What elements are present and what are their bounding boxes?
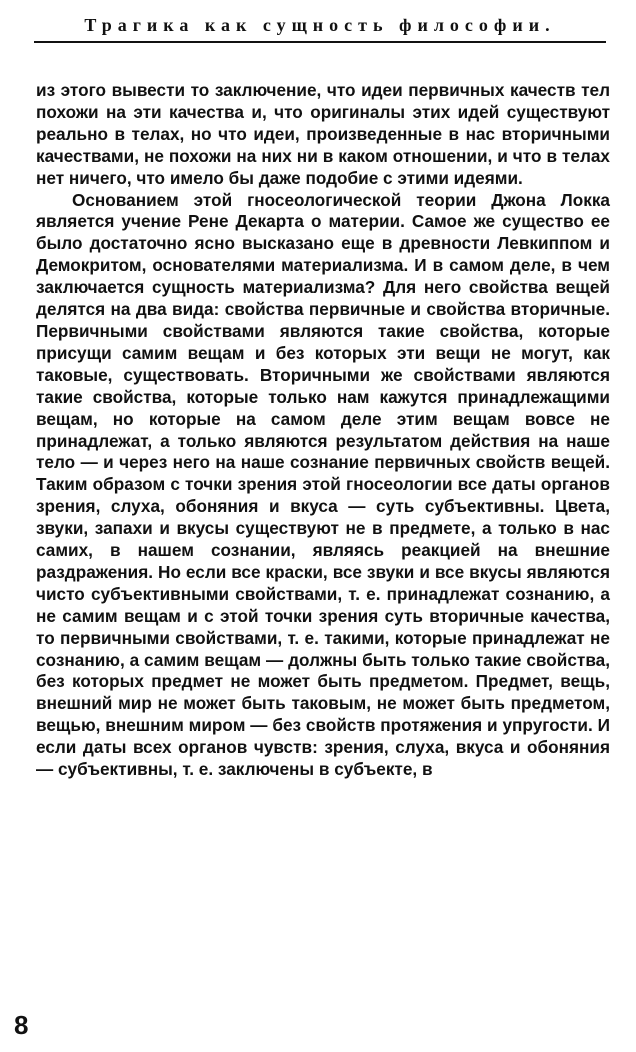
page-number: 8 — [14, 1010, 29, 1040]
body-text — [36, 80, 610, 781]
running-title: Трагика как сущность философии. — [84, 15, 556, 35]
paragraph-continued: из этого вывести то заключение, что идеи первичных качеств тел похожи на эти качества и, что оригиналы этих идей существуют реально в телах, но что идеи, произведенные в нас вторичными качествами, не похожи на них ни в каком отношении, и что в телах нет ничего, что имело бы даже подобие с этими идеями. — [36, 80, 610, 188]
paragraph-locke-descartes: Основанием этой гносеологической теории Джона Локка является учение Рене Декарта о материи. Самое же существо ее было достаточно ясно высказано еще в древности Левкиппом и Демокритом, основателями материализма. И в самом деле, в чем заключается сущность материализма? Для него свойства вещей делятся на два вида: свойства первичные и свойства вторичные. Первичными свойствами являются такие свойства, которые присущи самим вещам и без которых эти вещи не могут, как таковые, существовать. Вторичными же свойствами являются такие свойства, которые только нам кажутся принадлежащими вещам, но которые на самом деле этим вещам вовсе не принадлежат, а только являются результатом действия на наше тело — и через него на наше сознание первичных свойств вещей. Таким образом с точки зрения этой гносеологии все даты органов зрения, слуха, обоняния и вкуса — суть субъективны. Цвета, звуки, запахи и вкусы существуют не в предмете, а только в нас самих, в нашем сознании, являясь реакцией на внешние раздражения. Но если все краски, все звуки и все вкусы являются чисто субъективными свойствами, т. е. принадлежат сознанию, а не самим вещам и с этой точки зрения суть вторичные качества, то первичными свойствами, т. е. такими, которые принадлежат не сознанию, а самим вещам — должны быть только такие свойства, без которых предмет не может быть предметом. Предмет, вещь, внешний мир не может быть таковым, не может быть предметом, вещью, внешним миром — без свойств протяжения и упругости. И если даты всех органов чувств: зрения, слуха, вкуса и обоняния — субъективны, т. е. заключены в субъекте, в — [36, 189, 610, 780]
header-rule — [34, 41, 606, 43]
running-head — [34, 14, 606, 48]
